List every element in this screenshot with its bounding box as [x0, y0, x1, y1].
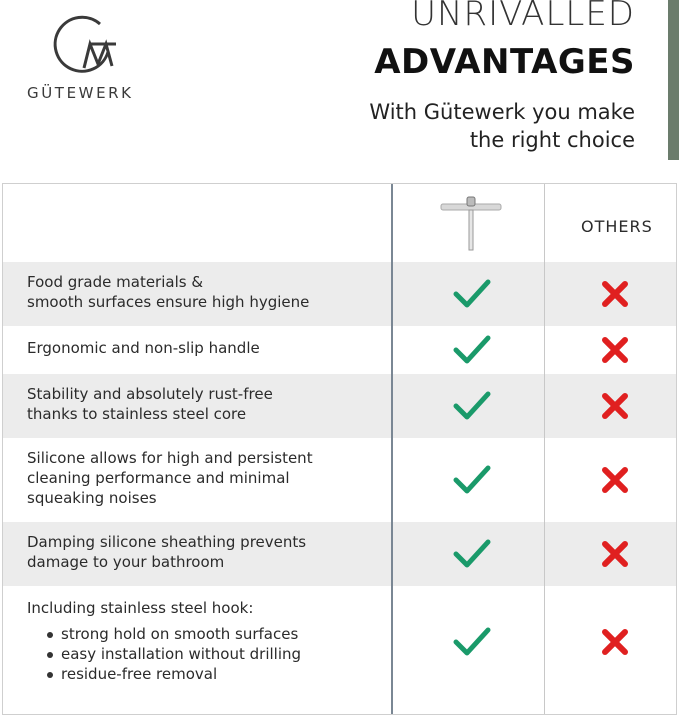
feature-description: [27, 384, 273, 424]
cross-icon: [593, 272, 637, 316]
check-icon: [450, 532, 494, 576]
feature-bullet: easy installation without drilling: [47, 644, 301, 664]
feature-text-line: Stability and absolutely rust-free: [27, 385, 273, 403]
feature-description: [27, 532, 306, 572]
check-icon: [450, 328, 494, 372]
feature-text-line: thanks to stainless steel core: [27, 405, 247, 423]
feature-text-line: Silicone allows for high and persistent: [27, 449, 313, 467]
brand-name: GÜTEWERK: [27, 84, 134, 102]
comparison-table: [2, 183, 677, 715]
table-row: [3, 262, 676, 326]
headline-line1: UNRIVALLED: [411, 0, 635, 34]
feature-description: [27, 338, 260, 358]
table-row: [3, 522, 676, 586]
check-icon: [450, 384, 494, 428]
cross-icon: [593, 620, 637, 664]
feature-text-line: Food grade materials &: [27, 273, 204, 291]
check-icon: [450, 620, 494, 664]
feature-text-line: Damping silicone sheathing prevents: [27, 533, 307, 551]
feature-description: [27, 272, 309, 312]
headline-line2: ADVANTAGES: [374, 42, 635, 82]
column-divider: [391, 184, 393, 714]
table-row: [3, 438, 676, 522]
check-icon: [450, 458, 494, 502]
feature-text-line: smooth surfaces ensure high hygiene: [27, 293, 310, 311]
gutewerk-logo-icon: [50, 8, 120, 78]
column-divider: [544, 184, 545, 714]
squeegee-icon: [439, 194, 503, 254]
feature-description: [27, 448, 313, 508]
others-column-header: OTHERS: [581, 217, 653, 236]
feature-text-line: Including stainless steel hook:: [27, 599, 254, 617]
cross-icon: [593, 384, 637, 428]
cross-icon: [593, 458, 637, 502]
feature-bullet-list: [27, 624, 301, 684]
table-row: [3, 374, 676, 438]
table-header-row: [3, 184, 676, 262]
table-row: [3, 326, 676, 374]
feature-text-line: damage to your bathroom: [27, 553, 225, 571]
cross-icon: [593, 328, 637, 372]
feature-bullet: strong hold on smooth surfaces: [47, 624, 301, 644]
feature-description: [27, 598, 301, 684]
feature-text-line: Ergonomic and non-slip handle: [27, 339, 260, 357]
subheadline-line2: the right choice: [469, 128, 635, 152]
table-row: [3, 586, 676, 714]
subheadline-line1: With Gütewerk you make: [369, 100, 635, 124]
cross-icon: [593, 532, 637, 576]
subheadline: [369, 98, 635, 154]
check-icon: [450, 272, 494, 316]
feature-bullet: residue-free removal: [47, 664, 301, 684]
feature-text-line: squeaking noises: [27, 489, 157, 507]
feature-text-line: cleaning performance and minimal: [27, 469, 290, 487]
accent-bar: [668, 0, 679, 160]
